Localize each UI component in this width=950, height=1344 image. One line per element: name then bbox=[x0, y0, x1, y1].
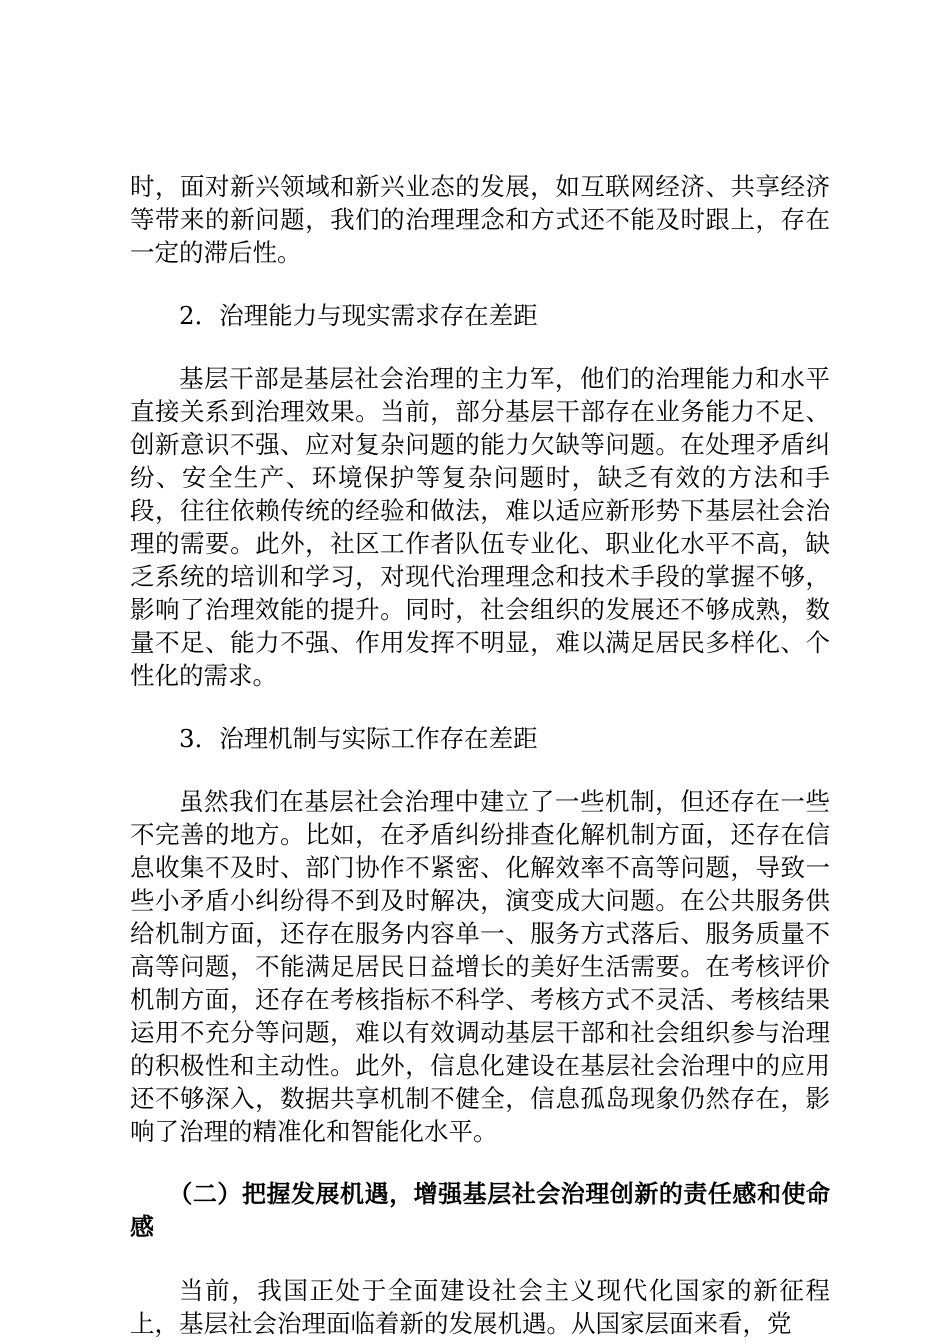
document-page bbox=[130, 170, 830, 1340]
paragraph-governance-capacity: 基层干部是基层社会治理的主力军，他们的治理能力和水平直接关系到治理效果。当前，部分基层干部存在业务能力不足、创新意识不强、应对复杂问题的能力欠缺等问题。在处理矛盾纠纷、安全生产、环境保护等复杂问题时，缺乏有效的方法和手段，往往依赖传统的经验和做法，难以适应新形势下基层社会治理的需要。此外，社区工作者队伍专业化、职业化水平不高，缺乏系统的培训和学习，对现代治理理念和技术手段的掌握不够，影响了治理效能的提升。同时，社会组织的发展还不够成熟，数量不足、能力不强、作用发挥不明显，难以满足居民多样化、个性化的需求。 bbox=[130, 364, 830, 690]
subheading-governance-mechanism: 3．治理机制与实际工作存在差距 bbox=[179, 724, 538, 753]
subheading-governance-capacity: 2．治理能力与现实需求存在差距 bbox=[179, 301, 538, 330]
paragraph-continuation: 时，面对新兴领域和新兴业态的发展，如互联网经济、共享经济等带来的新问题，我们的治理理念和方式还不能及时跟上，存在一定的滞后性。 bbox=[130, 172, 830, 267]
paragraph-governance-mechanism: 虽然我们在基层社会治理中建立了一些机制，但还存在一些不完善的地方。比如，在矛盾纠纷排查化解机制方面，还存在信息收集不及时、部门协作不紧密、化解效率不高等问题，导致一些小矛盾小纠纷得不到及时解决，演变成大问题。在公共服务供给机制方面，还存在服务内容单一、服务方式落后、服务质量不高等问题，不能满足居民日益增长的美好生活需要。在考核评价机制方面，还存在考核指标不科学、考核方式不灵活、考核结果运用不充分等问题，难以有效调动基层干部和社会组织参与治理的积极性和主动性。此外，信息化建设在基层社会治理中的应用还不够深入，数据共享机制不健全，信息孤岛现象仍然存在，影响了治理的精准化和智能化水平。 bbox=[130, 787, 830, 1146]
section-heading-development-opportunity: （二）把握发展机遇，增强基层社会治理创新的责任感和使命感 bbox=[130, 1180, 830, 1241]
paragraph-development-opportunity: 当前，我国正处于全面建设社会主义现代化国家的新征程上，基层社会治理面临着新的发展机遇。从国家层面来看，党 bbox=[130, 1276, 830, 1338]
